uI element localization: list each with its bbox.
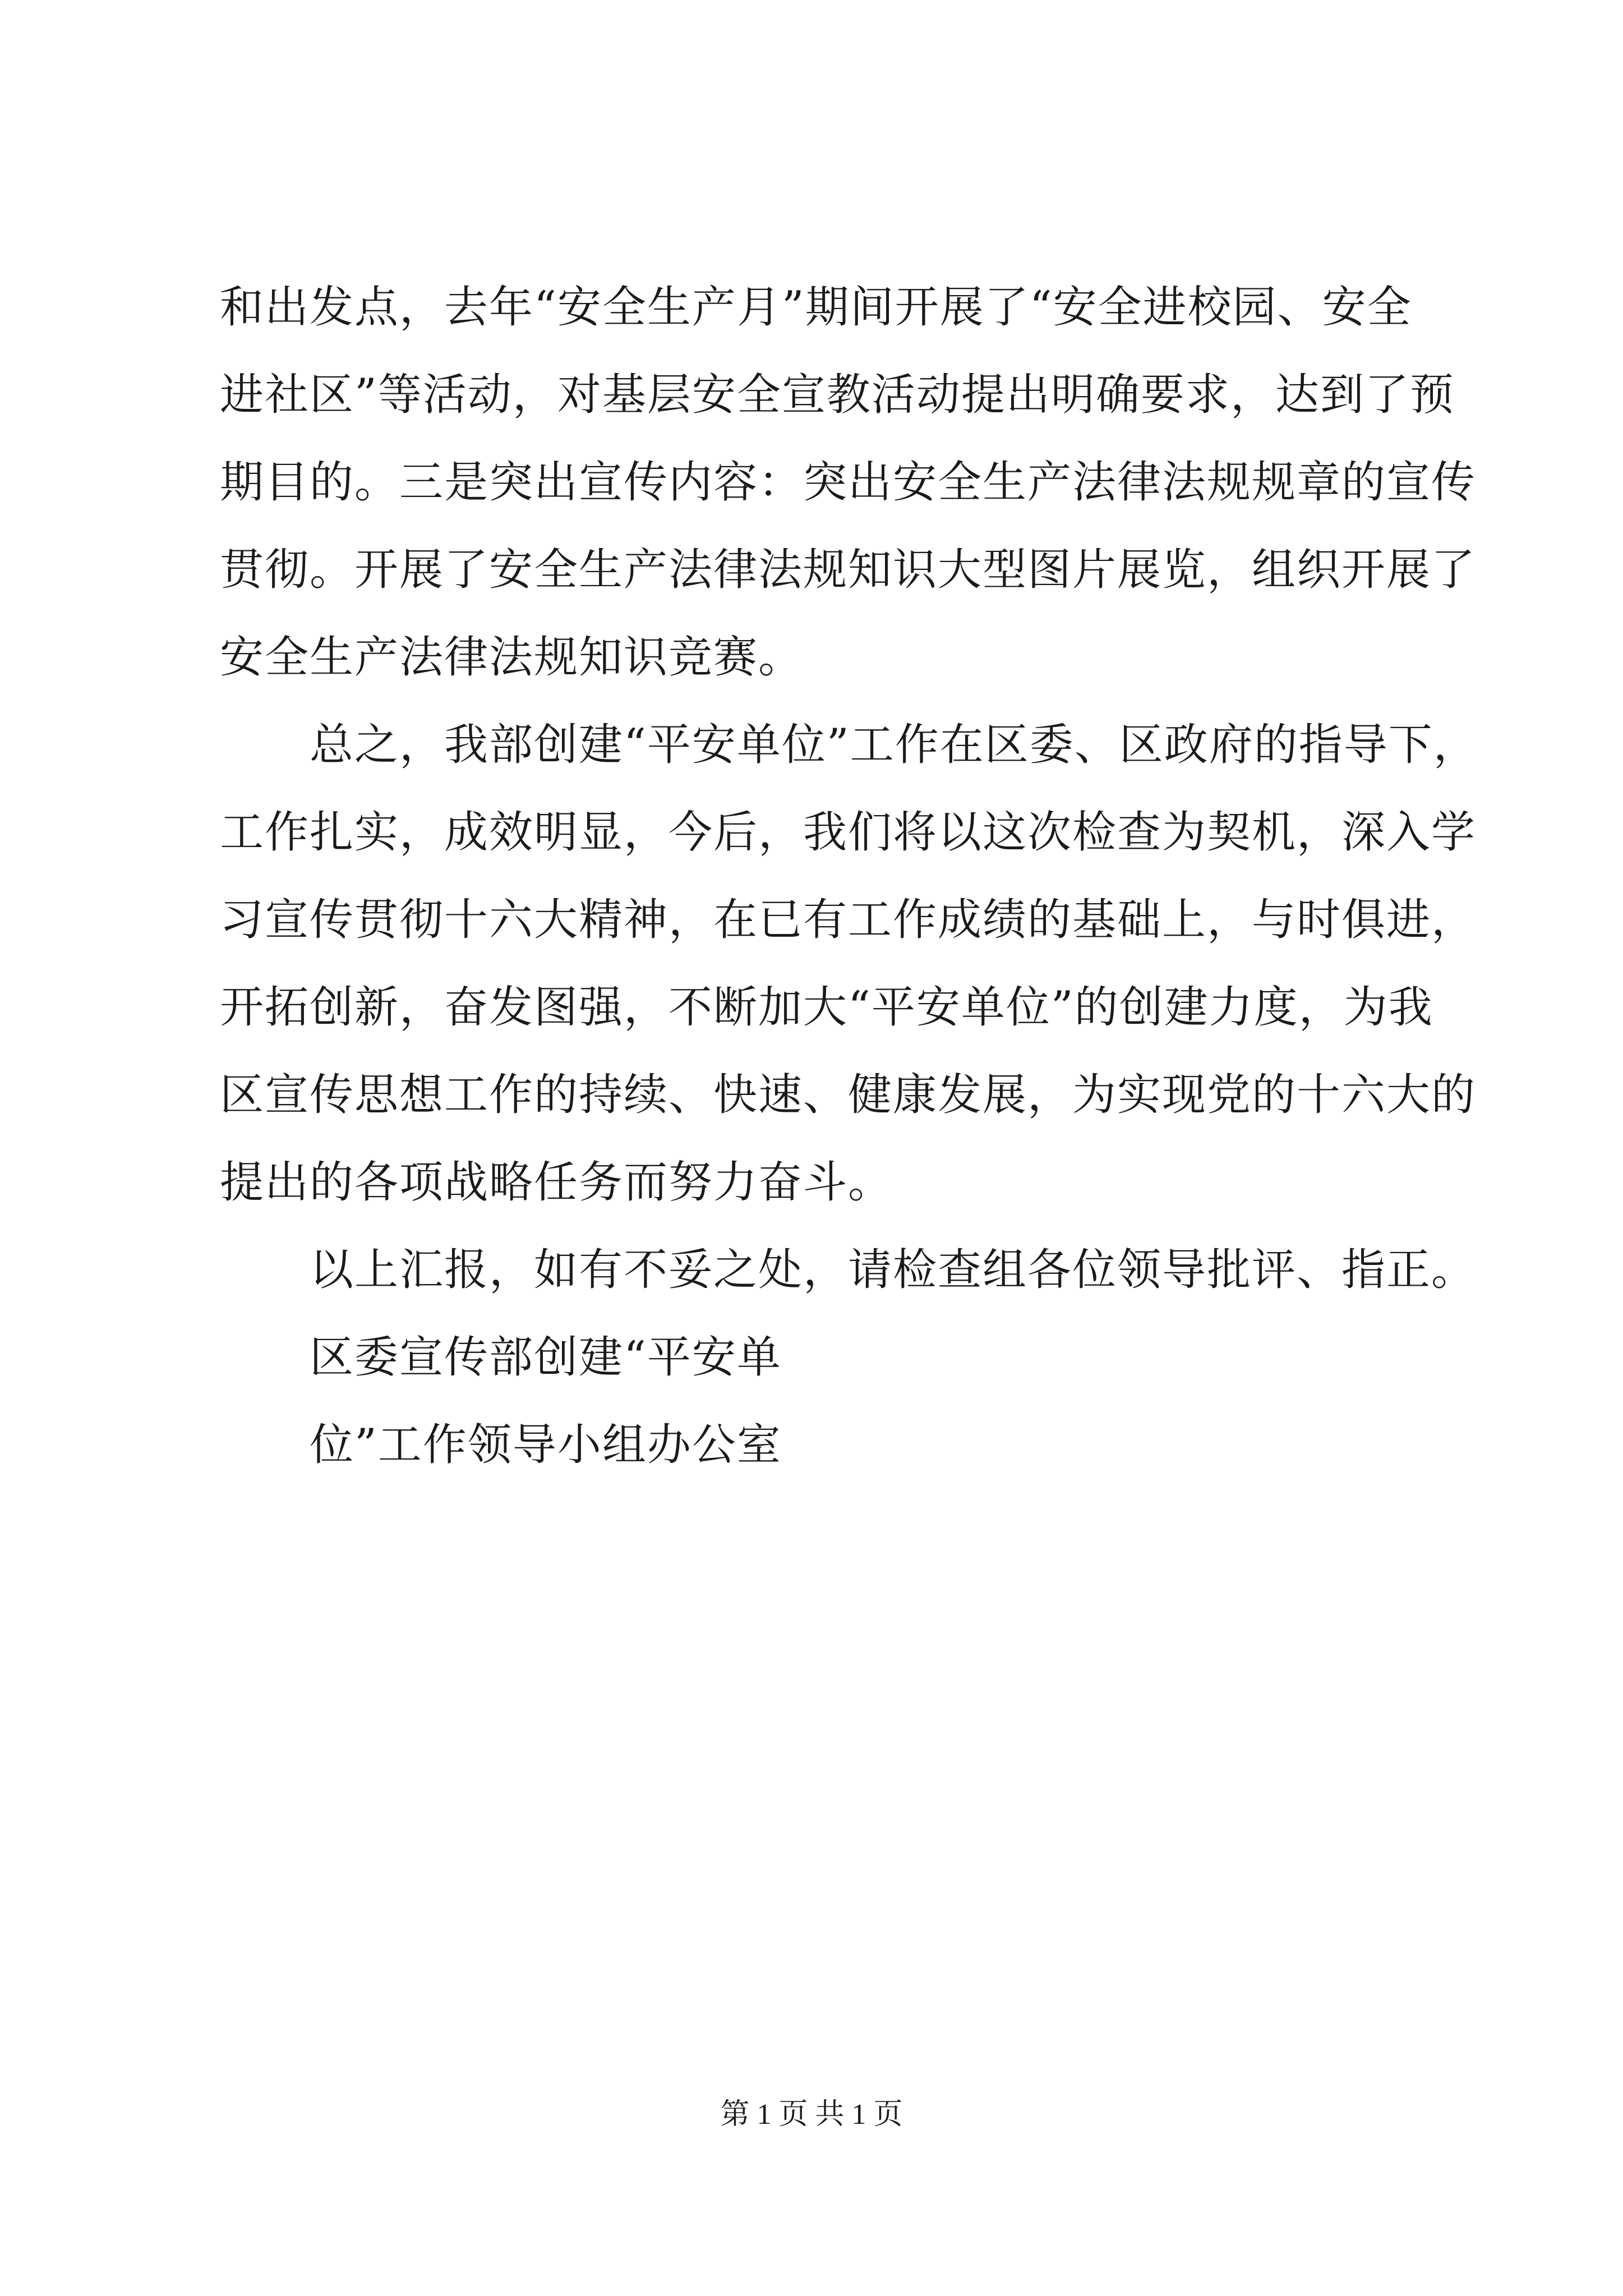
text-line: 区宣传思想工作的持续、快速、健康发展，为实现党的十六大的 (220, 1070, 1477, 1120)
signature-line: 位”工作领导小组办公室 (310, 1420, 782, 1470)
text-line: 贯彻。开展了安全生产法律法规知识大型图片展览，组织开展了 (220, 545, 1477, 595)
signature-line: 区委宣传部创建“平安单 (310, 1332, 782, 1383)
document-body (220, 264, 1478, 1489)
text-line: 工作扎实，成效明显，今后，我们将以这次检查为契机，深入学 (220, 807, 1477, 858)
page-footer: 第 1 页 共 1 页 (720, 2099, 903, 2131)
text-line: 总之，我部创建“平安单位”工作在区委、区政府的指导下， (310, 720, 1478, 770)
text-line: 提出的各项战略任务而努力奋斗。 (220, 1157, 893, 1208)
text-line: 和出发点，去年“安全生产月”期间开展了“安全进校园、安全 (220, 282, 1412, 333)
text-line: 安全生产法律法规知识竞赛。 (220, 632, 804, 683)
text-line: 期目的。三是突出宣传内容：突出安全生产法律法规规章的宣传 (220, 457, 1477, 508)
text-line: 开拓创新，奋发图强，不断加大“平安单位”的创建力度，为我 (220, 982, 1433, 1033)
text-line: 进社区”等活动，对基层安全宣教活动提出明确要求，达到了预 (220, 370, 1455, 420)
text-line: 以上汇报，如有不妥之处，请检查组各位领导批评、指正。 (310, 1245, 1477, 1295)
text-line: 习宣传贯彻十六大精神，在已有工作成绩的基础上，与时俱进， (220, 895, 1477, 945)
